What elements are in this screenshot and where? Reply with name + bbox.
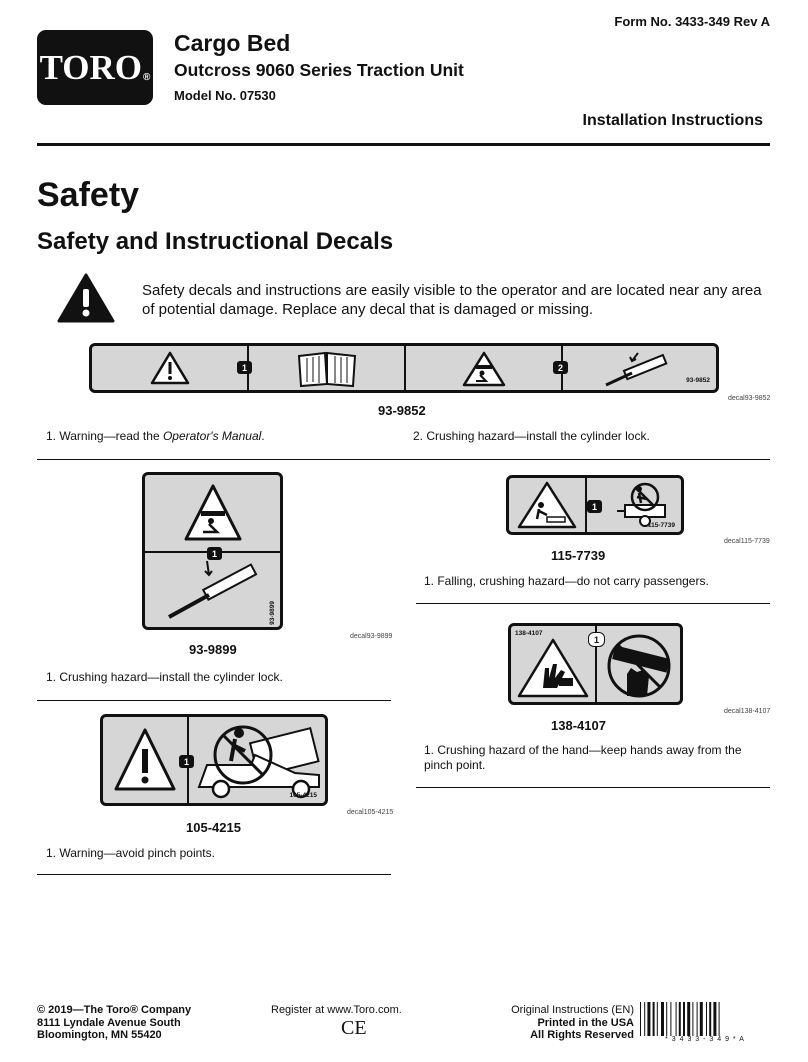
barcode-bar xyxy=(653,1002,655,1036)
warning-icon xyxy=(113,727,177,793)
divider xyxy=(416,603,770,604)
barcode-bar xyxy=(647,1002,650,1036)
barcode-bar xyxy=(700,1002,703,1036)
cylinder-lock-icon xyxy=(163,559,263,623)
form-number: Form No. 3433-349 Rev A xyxy=(614,14,770,29)
callout-badge: 1 xyxy=(588,632,605,647)
barcode-bar xyxy=(644,1002,645,1036)
decal-part-label: 115-7739 xyxy=(647,522,675,529)
barcode-bar xyxy=(697,1002,698,1036)
cylinder-lock-icon xyxy=(604,349,674,389)
barcode-text: * 3 4 3 3 - 3 4 9 * A xyxy=(665,1036,745,1043)
callout-badge: 1 xyxy=(237,361,252,374)
manual-book-icon xyxy=(295,350,359,388)
register-link[interactable]: Register at www.Toro.com. xyxy=(271,1004,402,1016)
divider xyxy=(416,787,770,788)
doc-type: Installation Instructions xyxy=(582,112,763,129)
decal-105-4215 xyxy=(100,714,328,806)
decal-caption: 1. Falling, crushing hazard—do not carry passengers. xyxy=(424,574,709,588)
decal-part-label: 93-9899 xyxy=(269,601,276,625)
doc-subtitle: Outcross 9060 Series Traction Unit xyxy=(174,60,464,80)
barcode-bar xyxy=(679,1002,681,1036)
copyright: © 2019—The Toro® Company xyxy=(37,1004,192,1016)
toro-logo xyxy=(37,30,153,105)
decal-caption: 2. Crushing hazard—install the cylinder lock. xyxy=(413,429,650,443)
logo-text: TORO xyxy=(39,47,143,87)
ce-mark: CE xyxy=(341,1017,367,1039)
section-heading: Safety xyxy=(37,176,140,214)
callout-badge: 2 xyxy=(553,361,568,374)
caption-emphasis: Operator's Manual xyxy=(162,429,262,443)
decal-caption: 1. Warning—avoid pinch points. xyxy=(46,846,215,860)
decal-93-9899 xyxy=(142,472,283,630)
divider xyxy=(37,700,391,701)
decal-part-number: 105-4215 xyxy=(186,820,241,835)
decal-code: decal105-4215 xyxy=(347,809,394,816)
barcode-bar xyxy=(670,1002,671,1036)
decal-part-number: 93-9852 xyxy=(378,403,426,418)
decal-115-7739 xyxy=(506,475,684,535)
crushing-hazard-icon xyxy=(183,483,243,543)
barcode-bar xyxy=(676,1002,677,1036)
barcode xyxy=(640,1002,770,1036)
intro-paragraph: Safety decals and instructions are easily visible to the operator and are located near any area of potential damage. Replace any decal that is damaged or missing. xyxy=(142,282,762,318)
callout-badge: 1 xyxy=(207,547,222,560)
decal-code: decal93-9899 xyxy=(350,633,393,640)
address-line-1: 8111 Lyndale Avenue South xyxy=(37,1016,181,1029)
logo-registered-mark: ® xyxy=(143,72,151,83)
barcode-bar xyxy=(640,1002,641,1036)
caption-text: 1. Warning—read the xyxy=(46,429,163,443)
warning-icon xyxy=(150,351,190,385)
barcode-bar xyxy=(683,1002,685,1036)
model-number: Model No. 07530 xyxy=(174,88,276,103)
divider xyxy=(37,459,770,460)
decal-code: decal93-9852 xyxy=(728,395,771,402)
keep-hands-away-icon xyxy=(603,632,675,700)
decal-caption: 1. Crushing hazard of the hand—keep hands away from the pinch point. xyxy=(424,743,742,772)
divider xyxy=(37,874,391,875)
decal-93-9852 xyxy=(89,343,719,393)
decal-part-label: 138-4107 xyxy=(515,630,543,637)
header-rule xyxy=(37,143,770,146)
barcode-bar xyxy=(713,1002,716,1036)
decal-part-label: 105-4215 xyxy=(289,792,317,799)
falling-hazard-icon xyxy=(517,481,577,529)
address-line-2: Bloomington, MN 55420 xyxy=(37,1029,162,1041)
footer-legal xyxy=(511,1004,634,1042)
decal-part-number: 93-9899 xyxy=(189,642,237,657)
barcode-bar xyxy=(692,1002,693,1036)
section-subheading: Safety and Instructional Decals xyxy=(37,228,394,255)
barcode-bar xyxy=(661,1002,664,1036)
decal-caption xyxy=(46,429,265,444)
decal-138-4107 xyxy=(508,623,683,705)
decal-part-label: 93-9852 xyxy=(686,377,710,384)
footer-company xyxy=(37,1004,191,1042)
decal-part-number: 115-7739 xyxy=(551,548,606,563)
crushing-hazard-icon xyxy=(462,351,506,387)
callout-badge: 1 xyxy=(179,755,194,768)
barcode-bar xyxy=(687,1002,690,1036)
hand-crush-hazard-icon xyxy=(517,638,589,698)
barcode-bar xyxy=(709,1002,711,1036)
barcode-bar xyxy=(666,1002,667,1036)
caption-text-end: . xyxy=(261,429,265,443)
callout-badge: 1 xyxy=(587,500,602,513)
barcode-bar xyxy=(657,1002,658,1036)
decal-caption: 1. Crushing hazard—install the cylinder lock. xyxy=(46,670,283,684)
original-instructions: Original Instructions (EN) xyxy=(511,1004,634,1016)
doc-title: Cargo Bed xyxy=(174,30,291,56)
barcode-bar xyxy=(719,1002,720,1036)
warning-icon xyxy=(57,273,115,323)
all-rights: All Rights Reserved xyxy=(530,1029,634,1041)
decal-code: decal115-7739 xyxy=(724,538,770,545)
printed-in: Printed in the USA xyxy=(537,1016,634,1029)
pinch-point-vehicle-icon xyxy=(195,721,323,801)
decal-code: decal138-4107 xyxy=(724,708,771,715)
barcode-bar xyxy=(706,1002,707,1036)
decal-part-number: 138-4107 xyxy=(551,718,606,733)
